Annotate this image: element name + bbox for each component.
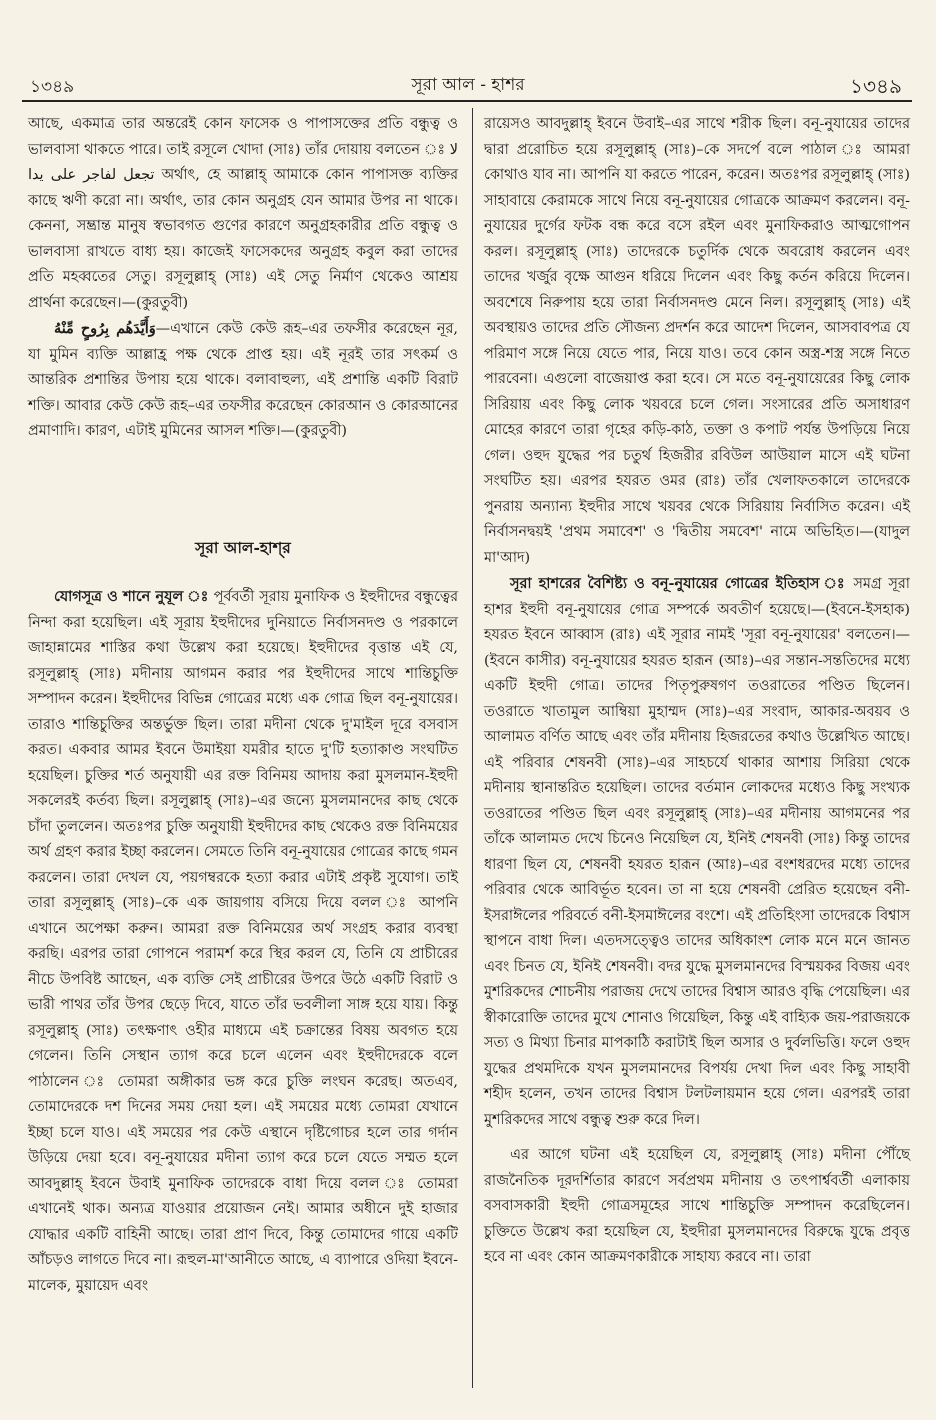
column-divider [472, 108, 473, 1388]
section-title: সূরা আল-হাশ্‌র [195, 537, 291, 557]
left-paragraph-3-text: পূর্ববর্তী সূরায় মুনাফিক ও ইহুদীদের বন্ধুত্বের নিন্দা করা হয়েছিল। এই সূরায় ইহুদীদের দুনিয়াতে নির্বাসনদণ্ড ও পরকালে জাহান্নামের শাস্তির কথা উল্লেখ করা হয়েছে। ইহুদীদের বৃত্তান্ত এই যে, রসূলুল্লাহ্ (সাঃ) মদীনায় আগমন করার পর ইহুদীদের সাথে শান্তিচুক্তি সম্পাদন করেন। ইহুদীদের বিভিন্ন গোত্রের মধ্যে এক গোত্র ছিল বনূ-নুযায়ের। তারাও শান্তিচুক্তির অন্তর্ভুক্ত ছিল। তারা মদীনা থেকে দু'মাইল দূরে বসবাস করত। একবার আমর ইবনে উমাইয়া যমরীর হাতে দু'টি হত্যাকাণ্ড সংঘটিত হয়েছিল। চুক্তির শর্ত অনুযায়ী এর রক্ত বিনিময় আদায় করা মুসলমান-ইহুদী সকলেরই কর্তব্য ছিল। রসূলুল্লাহ্ (সাঃ)–এর জন্যে মুসলমানদের কাছ থেকে চাঁদা তুললেন। অতঃপর চুক্তি অনুযায়ী ইহুদীদের কাছ থেকেও রক্ত বিনিময়ের অর্থ গ্রহণ করার ইচ্ছা করলেন। সেমতে তিনি বনূ-নুযায়ের গোত্রের কাছে গমন করলেন। তারা দেখল যে, পয়গম্বরকে হত্যা করার এটাই প্রকৃষ্ট সুযোগ। তাই তারা রসূলুল্লাহ্ (সাঃ)–কে এক জায়গায় বসিয়ে দিয়ে বলল ঃ আপনি এখানে অপেক্ষা করুন। আমরা রক্ত বিনিময়ের অর্থ সংগ্রহ করার ব্যবস্থা করছি। এরপর তারা গোপনে পরামর্শ করে স্থির করল যে, তিনি যে প্রাচীরের নীচে উপবিষ্ট আছেন, এক ব্যক্তি সেই প্রাচীরের উপরে উঠে একটি বিরাট ও ভারী পাথর তাঁর উপর ছেড়ে দিবে, যাতে তাঁর ভবলীলা সাঙ্গ হয়ে যায়। কিন্তু রসূলুল্লাহ্ (সাঃ) তৎক্ষণাৎ ওহীর মাধ্যমে এই চক্রান্তের বিষয় অবগত হয়ে গেলেন। তিনি সেস্থান ত্যাগ করে চলে এলেন এবং ইহুদীদেরকে বলে পাঠালেন ঃ তোমরা অঙ্গীকার ভঙ্গ করে চুক্তি লংঘন করেছ। অতএব, তোমাদেরকে দশ দিনের সময় দেয়া হল। এই সময়ের মধ্যে তোমরা যেখানে ইচ্ছা চলে যাও। এই সময়ের পর কেউ এস্থানে দৃষ্টিগোচর হলে তার গর্দান উড়িয়ে দেয়া হবে। বনূ-নুযায়ের মদীনা ত্যাগ করে চলে যেতে সম্মত হলে আবদুল্লাহ্ ইবনে উবাই মুনাফিক তাদেরকে বাধা দিয়ে বলল ঃ তোমরা এখানেই থাক। অন্যত্র যাওয়ার প্রয়োজন নেই। আমার অধীনে দুই হাজার যোদ্ধার একটি বাহিনী আছে। তারা প্রাণ দিবে, কিন্তু তোমাদের গায়ে একটি আঁচড়ও লাগতে দিবে না। রূহুল-মা'আনীতে আছে, এ ব্যাপারে ওদিয়া ইবনে-মালেক, মুয়ায়েদ এবং [28, 589, 459, 1294]
left-paragraph-3 [28, 584, 458, 1299]
history-heading: সূরা হাশরের বৈশিষ্ট্য ও বনূ-নুযায়ের গোত্রের ইতিহাস ঃ [510, 575, 847, 592]
right-paragraph-1: রায়েসও আবদুল্লাহ্ ইবনে উবাই–এর সাথে শরীক ছিল। বনূ-নুযায়ের তাদের দ্বারা প্ররোচিত হয়ে রসূলুল্লাহ্ (সাঃ)–কে সদর্পে বলে পাঠাল ঃ আমরা কোথাও যাব না। আপনি যা করতে পারেন, করেন। অতঃপর রসূলুল্লাহ্ (সাঃ) সাহাবায়ে কেরামকে সাথে নিয়ে বনূ-নুযায়ের গোত্রকে আক্রমণ করলেন। বনূ-নুযায়ের দুর্গের ফটক বন্ধ করে বসে রইল এবং মুনাফিকরাও আত্মগোপন করল। রসূলুল্লাহ্ (সাঃ) তাদেরকে চতুর্দিক থেকে অবরোধ করলেন এবং তাদের খর্জুর বৃক্ষে আগুন ধরিয়ে দিলেন এবং কিছু কর্তন করিয়ে দিলেন। অবশেষে নিরুপায় হয়ে তারা নির্বাসনদণ্ড মেনে নিল। রসূলুল্লাহ্ (সাঃ) এই অবস্থায়ও তাদের প্রতি সৌজন্য প্রদর্শন করে আদেশ দিলেন, আসবাবপত্র যে পরিমাণ সঙ্গে নিয়ে যেতে পার, নিয়ে যাও। তবে কোন অস্ত্র-শস্ত্র সঙ্গে নিতে পারবেনা। এগুলো বাজেয়াপ্ত করা হবে। সে মতে বনূ-নুযায়েরের কিছু লোক সিরিয়ায় এবং কিছু লোক খয়বরে চলে গেল। সংসারের প্রতি অসাধারণ মোহের কারণে তারা গৃহের কড়ি-কাঠ, তক্তা ও কপাট পর্যন্ত উপড়িয়ে নিয়ে গেল। ওহুদ যুদ্ধের পর চতুর্থ হিজরীর রবিউল আউয়াল মাসে এই ঘটনা সংঘটিত হয়। এরপর হযরত ওমর (রাঃ) তাঁর খেলাফতকালে তাদেরকে পুনরায় অন্যান্য ইহুদীর সাথে খয়বর থেকে সিরিয়ায় নির্বাসিত করেন। এই নির্বাসনদ্বয়ই 'প্রথম সমাবেশ' ও 'দ্বিতীয় সমবেশ' নামে অভিহিত।—(যাদুল মা'আদ) [484, 116, 910, 566]
page-number-right: ১৩৪৯ [850, 74, 902, 98]
arabic-verse: وَأَيَّدَهُم بِرُوحٍ مِّنْهُ [54, 320, 156, 337]
left-paragraph-2-text: —এখানে কেউ কেউ রূহ–এর তফসীর করেছেন নূর, যা মুমিন ব্যক্তি আল্লাহ্র পক্ষ থেকে প্রাপ্ত হয়। এই নূরই তার সৎকর্ম ও আন্তরিক প্রশান্তির উপায় হয়ে থাকে। বলাবাহুল্য, এই প্রশান্তি একটি বিরাট শক্তি। আবার কেউ কেউ রূহ–এর তফসীর করেছেন কোরআন ও কোরআনের প্রমাণাদি। কারণ, এটাই মুমিনের আসল শক্তি।—(কুরতুবী) [28, 321, 458, 439]
right-paragraph-3: এর আগে ঘটনা এই হয়েছিল যে, রসূলুল্লাহ্ (সাঃ) মদীনা পৌঁছে রাজনৈতিক দূরদর্শিতার কারণে সর্বপ্রথম মদীনায় ও তৎপার্শ্ববর্তী এলাকায় বসবাসকারী ইহুদী গোত্রসমূহের সাথে শান্তিচুক্তি সম্পাদন করেছিলেন। চুক্তিতে উল্লেখ করা হয়েছিল যে, ইহুদীরা মুসলমানদের বিরুদ্ধে যুদ্ধে প্রবৃত্ত হবে না এবং কোন আক্রমণকারীকে সাহায্য করবে না। তারা [484, 1147, 910, 1265]
page-number-left: ১৩৪৯ [30, 77, 75, 97]
left-column [28, 112, 458, 1299]
page-header [0, 66, 936, 100]
left-paragraph-2 [28, 316, 458, 445]
right-column [484, 112, 910, 1271]
left-paragraph-1: আছে, একমাত্র তার অন্তরেই কোন ফাসেক ও পাপাসক্তের প্রতি বন্ধুত্ব ও ভালবাসা থাকতে পারে। তাই রসূলে খোদা (সাঃ) তাঁর দোয়ায় বলতেন ঃ لا تجعل لفاجر على يدا অর্থাৎ, হে আল্লাহ্ আমাকে কোন পাপাসক্ত ব্যক্তির কাছে ঋণী করো না। অর্থাৎ, তার কোন অনুগ্রহ যেন আমার উপর না থাকে। কেননা, সম্ভ্রান্ত মানুষ স্বভাবগত গুণের কারণে অনুগ্রহকারীর প্রতি বন্ধুত্ব ও ভালবাসা রাখতে বাধ্য হয়। কাজেই ফাসেকদের অনুগ্রহ কবুল করা তাদের প্রতি মহব্বতের সেতু। রসূলুল্লাহ্ (সাঃ) এই সেতু নির্মাণ থেকেও আশ্রয় প্রার্থনা করেছেন।—(কুরতুবী) [28, 116, 458, 311]
right-paragraph-2 [484, 571, 910, 1133]
header-rule [22, 100, 912, 102]
running-title: সূরা আল - হাশর [411, 75, 525, 95]
right-paragraph-2-text: সমগ্র সূরা হাশর ইহুদী বনূ-নুযায়ের গোত্র সম্পর্কে অবতীর্ণ হয়েছে।—(ইবনে-ইসহাক) হযরত ইবনে আব্বাস (রাঃ) এই সূরার নামই 'সূরা বনূ-নুযায়ের' বলতেন।—(ইবনে কাসীর) বনূ-নুযায়ের হযরত হারূন (আঃ)–এর সন্তান-সন্ততিদের মধ্যে একটি ইহুদী গোত্র। তাদের পিতৃপুরুষগণ তওরাতের পণ্ডিত ছিলেন। তওরাতে খাতামুল আম্বিয়া মুহাম্মদ (সাঃ)–এর সংবাদ, আকার-অবয়ব ও আলামত বর্ণিত আছে এবং তাঁর মদীনায় হিজরতের কথাও উল্লেখিত আছে। এই পরিবার শেষনবী (সাঃ)–এর সাহচর্যে থাকার আশায় সিরিয়া থেকে মদীনায় স্থানান্তরিত হয়েছিল। তাদের বর্তমান লোকদের মধ্যেও কিছু সংখ্যক তওরাতের পণ্ডিত ছিল এবং রসূলুল্লাহ্ (সাঃ)–এর মদীনায় আগমনের পর তাঁকে আলামত দেখে চিনেও নিয়েছিল যে, ইনিই শেষনবী (সাঃ) কিন্তু তাদের ধারণা ছিল যে, শেষনবী হযরত হারূন (আঃ)–এর বংশধরদের মধ্যে তাদের পরিবার থেকে আবির্ভূত হবেন। তা না হয়ে শেষনবী প্রেরিত হয়েছেন বনী-ইসরাঈলের পরিবর্তে বনী-ইসমাঈলের বংশে। এই প্রতিহিংসা তাদেরকে বিশ্বাস স্থাপনে বাধা দিল। এতদসত্ত্বেও তাদের অধিকাংশ লোক মনে মনে জানত এবং চিনত যে, ইনিই শেষনবী। বদর যুদ্ধে মুসলমানদের বিস্ময়কর বিজয় এবং মুশরিকদের শোচনীয় পরাজয় দেখে তাদের বিশ্বাস আরও বৃদ্ধি পেয়েছিল। এর স্বীকারোক্তি তাদের মুখে শোনাও গিয়েছিল, কিন্তু এই বাহ্যিক জয়-পরাজয়কে সত্য ও মিথ্যা চিনার মাপকাঠি করাটাই ছিল অসার ও দুর্বলভিত্তি। ফলে ওহুদ যুদ্ধের প্রথমদিকে যখন মুসলমানদের বিপর্যয় দেখা দিল এবং কিছু সাহাবী শহীদ হলেন, তখন তাদের বিশ্বাস টলটলায়মান হয়ে গেল। এরপরই তারা মুশরিকদের সাথে বন্ধুত্ব শুরু করে দিল। [484, 576, 911, 1128]
section-lead: যোগসূত্র ও শানে নুযূল ঃ [54, 588, 209, 605]
